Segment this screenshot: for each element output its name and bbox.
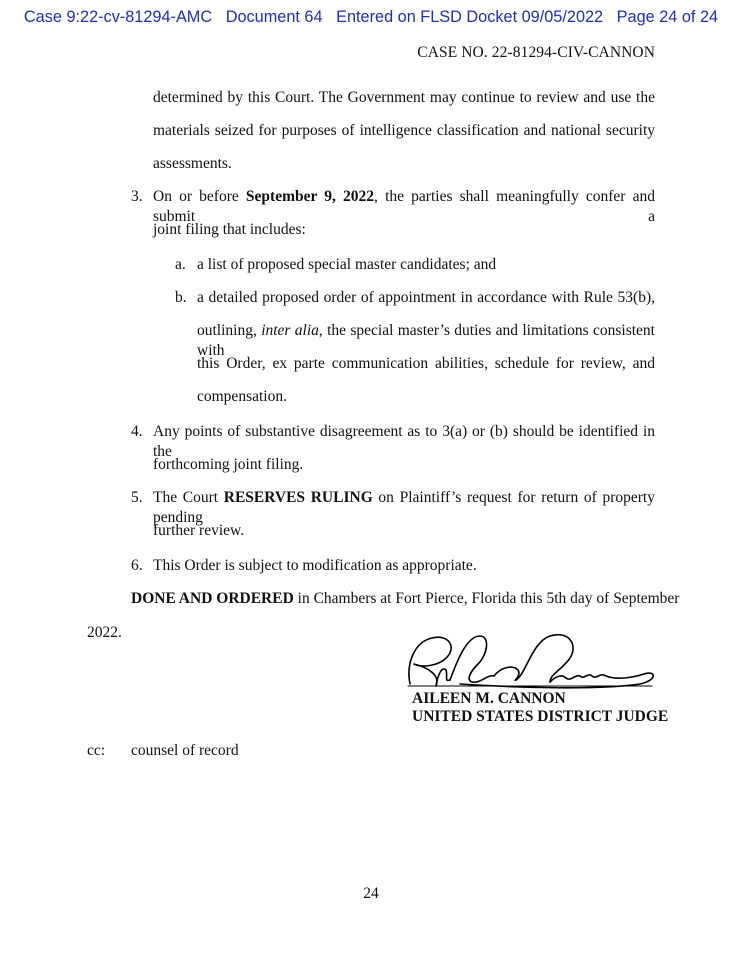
- sub-list-label: b.: [175, 289, 187, 306]
- body-line: determined by this Court. The Government may continue to review and use the: [153, 89, 655, 106]
- list-number: 3.: [131, 188, 143, 205]
- handwritten-signature: [400, 624, 662, 696]
- list-number: 5.: [131, 489, 143, 506]
- sub-list-label: a.: [175, 256, 186, 273]
- list-item-6: This Order is subject to modification as appropriate.: [153, 557, 477, 574]
- list-number: 6.: [131, 557, 143, 574]
- body-line: compensation.: [197, 388, 287, 405]
- list-item-4: Any points of substantive disagreement as to 3(a) or (b) should be identified in the: [153, 423, 655, 460]
- cc-label: cc:: [87, 742, 106, 759]
- page-number: 24: [363, 885, 379, 902]
- text-run: outlining,: [197, 322, 262, 339]
- judge-name: AILEEN M. CANNON: [412, 690, 566, 707]
- body-line: materials seized for purposes of intelligence classification and national security: [153, 122, 655, 139]
- sub-list-item-a: a list of proposed special master candidates; and: [197, 256, 497, 273]
- text-run: On or before: [153, 188, 246, 205]
- text-run: in Chambers at Fort Pierce, Florida this 5th day of September: [293, 590, 680, 607]
- text-run: on Plaintiff’s request for return of property pending: [153, 489, 655, 526]
- order-year: 2022.: [87, 624, 122, 641]
- case-number: CASE NO. 22-81294-CIV-CANNON: [417, 44, 655, 61]
- done-and-ordered-line: [131, 589, 679, 609]
- body-line: assessments.: [153, 155, 232, 172]
- text-run: The Court: [153, 489, 224, 506]
- text-run: , the special master’s duties and limitations consistent with: [197, 322, 655, 359]
- body-line: joint filing that includes:: [153, 221, 306, 238]
- judge-title: UNITED STATES DISTRICT JUDGE: [412, 708, 669, 725]
- text-run: , the parties shall meaningfully confer and submit a: [153, 188, 655, 225]
- body-line: this Order, ex parte communication abilities, schedule for review, and: [197, 355, 655, 372]
- done-and-ordered-label: DONE AND ORDERED: [131, 590, 294, 607]
- body-line: further review.: [153, 522, 245, 539]
- deadline-date: September 9, 2022: [245, 188, 375, 205]
- body-line: forthcoming joint filing.: [153, 456, 304, 473]
- list-number: 4.: [131, 423, 143, 440]
- sub-list-item-b: a detailed proposed order of appointment in accordance with Rule 53(b),: [197, 289, 655, 306]
- docket-header: Case 9:22-cv-81294-AMC Document 64 Entered on FLSD Docket 09/05/2022 Page 24 of 24: [23, 8, 719, 26]
- cc-recipients: counsel of record: [131, 742, 239, 759]
- ruling-term: RESERVES RULING: [223, 489, 373, 506]
- italic-term: inter alia: [261, 322, 319, 339]
